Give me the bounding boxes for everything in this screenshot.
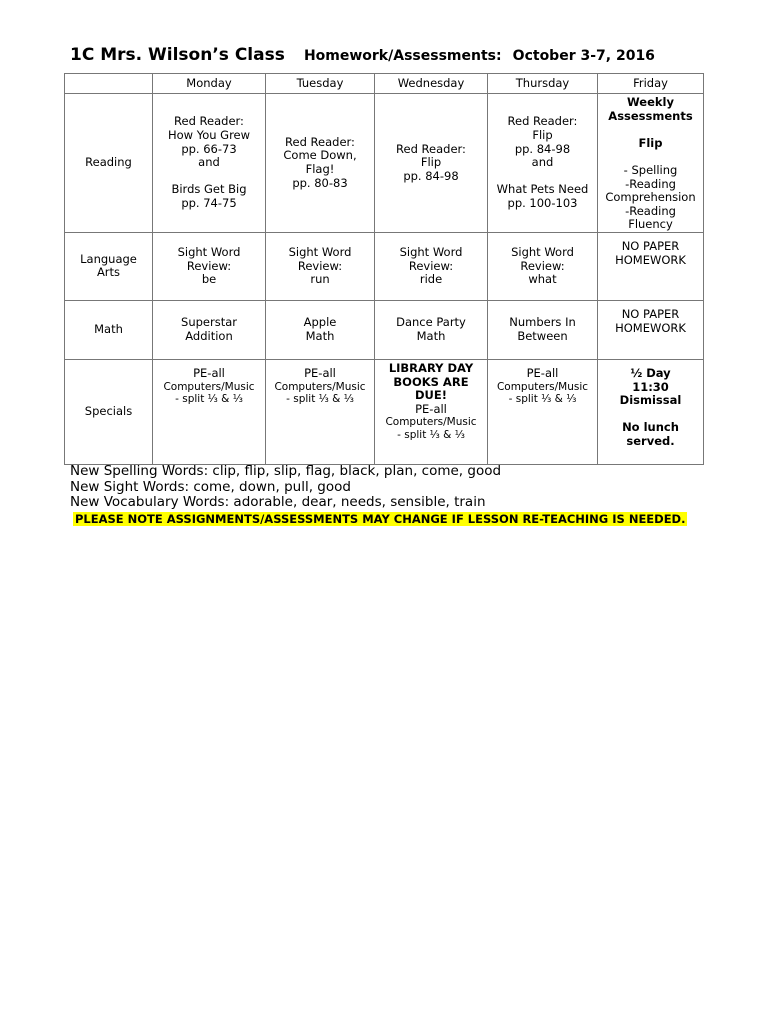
cell-line: PE-all [415, 401, 447, 416]
reading-monday-line: pp. 74-75 [181, 195, 237, 210]
row-label-language-arts [65, 232, 153, 300]
language-arts-monday [153, 232, 266, 300]
math-tuesday [266, 300, 375, 359]
reading-monday-line: How You Grew [167, 127, 251, 142]
language-arts-friday [598, 232, 704, 300]
row-label-reading: Reading [65, 94, 153, 233]
sight-words: New Sight Words: come, down, pull, good [70, 478, 351, 495]
cell-line: Computers/Music [385, 416, 477, 429]
no-lunch-note: served. [626, 433, 675, 448]
change-notice: PLEASE NOTE ASSIGNMENTS/ASSESSMENTS MAY CHANGE IF LESSON RE-TEACHING IS NEEDED. [75, 512, 686, 526]
language-arts-tuesday [266, 232, 375, 300]
math-monday [153, 300, 266, 359]
language-arts-wednesday [375, 232, 488, 300]
language-arts-row [65, 232, 704, 300]
reading-wednesday-line: Red Reader: [396, 141, 466, 156]
cell-line: Computers/Music [274, 380, 366, 393]
reading-thursday-line: What Pets Need [496, 182, 589, 197]
page-header [70, 45, 655, 65]
math-wednesday [375, 300, 488, 359]
cell-line: - split ⅓ & ⅓ [286, 393, 354, 406]
library-day-note: DUE! [415, 388, 447, 403]
reading-monday-line: Birds Get Big [171, 182, 247, 197]
reading-monday [153, 94, 266, 233]
cell-line: PE-all [304, 365, 336, 380]
cell-line: Review: [520, 258, 565, 273]
corner-cell [65, 74, 153, 94]
reading-thursday-line: Red Reader: [507, 114, 578, 129]
cell-line: be [201, 272, 217, 287]
cell-line: Superstar [181, 315, 237, 330]
cell-line: - split ⅓ & ⅓ [397, 428, 465, 441]
reading-tuesday-line: Flag! [305, 161, 335, 176]
word-lists [70, 464, 501, 511]
cell-line: Sight Word [288, 245, 352, 260]
cell-line: Review: [186, 258, 232, 273]
cell-line: Computers/Music [163, 380, 255, 393]
blank-line [155, 170, 263, 184]
cell-line: Apple [303, 315, 337, 330]
cell-line: Sight Word [399, 245, 463, 260]
reading-tuesday [266, 94, 375, 233]
cell-line: Dance Party [396, 315, 466, 330]
spelling-words: New Spelling Words: clip, flip, slip, flag, black, plan, come, good [70, 463, 502, 479]
friday-assessment-item: - Spelling [623, 162, 678, 177]
cell-line: Sight Word [177, 245, 241, 260]
reading-tuesday-line: Come Down, [283, 148, 357, 163]
cell-line: Math [305, 328, 335, 343]
reading-wednesday-line: pp. 84-98 [403, 168, 459, 183]
friday-assessment-item: Fluency [628, 217, 673, 232]
half-day-note: 11:30 [632, 379, 669, 394]
reading-friday [598, 94, 704, 233]
friday-assessment-item: -Reading [625, 203, 676, 218]
reading-monday-line: and [198, 155, 220, 170]
half-day-note: ½ Day [630, 365, 671, 380]
cell-line: PE-all [526, 365, 559, 380]
day-header-thursday: Thursday [488, 74, 598, 94]
day-header-wednesday: Wednesday [375, 74, 488, 94]
reading-thursday-line: pp. 100-103 [507, 195, 578, 210]
cell-line: Numbers In [509, 315, 576, 330]
cell-line: Review: [297, 258, 343, 273]
blank-line [600, 123, 701, 137]
specials-tuesday [266, 359, 375, 464]
specials-monday [153, 359, 266, 464]
friday-assessment-story: Flip [638, 135, 663, 150]
cell-line: Math [416, 328, 446, 343]
blank-line [600, 150, 701, 164]
specials-friday [598, 359, 704, 464]
specials-row [65, 359, 704, 464]
library-day-note: LIBRARY DAY [388, 360, 474, 375]
reading-thursday-line: Flip [532, 127, 553, 142]
math-thursday [488, 300, 598, 359]
cell-line: HOMEWORK [615, 252, 686, 267]
homework-schedule-table [64, 73, 704, 465]
cell-line: NO PAPER [621, 238, 680, 253]
half-day-note: Dismissal [619, 393, 682, 408]
day-header-friday: Friday [598, 74, 704, 94]
cell-line: Review: [408, 258, 454, 273]
cell-line: run [310, 272, 330, 287]
cell-line: NO PAPER [621, 306, 680, 321]
cell-line: Between [517, 328, 568, 343]
reading-tuesday-line: Red Reader: [285, 134, 355, 149]
day-header-tuesday: Tuesday [266, 74, 375, 94]
reading-tuesday-line: pp. 80-83 [292, 175, 348, 190]
language-arts-thursday [488, 232, 598, 300]
row-label-line: Arts [96, 265, 121, 280]
library-day-note: BOOKS ARE [393, 374, 469, 389]
specials-thursday [488, 359, 598, 464]
row-label-line: Language [80, 251, 137, 266]
no-lunch-note: No lunch [622, 420, 679, 435]
reading-thursday-line: pp. 84-98 [514, 141, 571, 156]
cell-line: - split ⅓ & ⅓ [508, 393, 577, 406]
row-label-specials: Specials [65, 359, 153, 464]
cell-line: ride [419, 272, 443, 287]
cell-line: - split ⅓ & ⅓ [175, 393, 243, 406]
class-title: 1C Mrs. Wilson’s Class [70, 45, 285, 65]
cell-line: Addition [185, 328, 233, 343]
cell-line: PE-all [193, 365, 225, 380]
specials-wednesday [375, 359, 488, 464]
reading-row [65, 94, 704, 233]
friday-assessment-heading: Weekly [627, 95, 674, 109]
blank-line [490, 170, 595, 184]
reading-wednesday-line: Flip [420, 155, 442, 170]
cell-line: Sight Word [511, 245, 574, 260]
row-label-math: Math [65, 300, 153, 359]
day-header-monday: Monday [153, 74, 266, 94]
math-row [65, 300, 704, 359]
reading-monday-line: Red Reader: [174, 114, 244, 129]
reading-monday-line: pp. 66-73 [181, 141, 237, 156]
friday-assessment-item: Comprehension [605, 190, 696, 205]
blank-line [600, 408, 701, 422]
math-friday [598, 300, 704, 359]
friday-assessment-heading: Assessments [608, 108, 693, 123]
vocabulary-words: New Vocabulary Words: adorable, dear, needs, sensible, train [70, 494, 486, 511]
reading-wednesday [375, 94, 488, 233]
friday-assessment-item: -Reading [625, 176, 676, 191]
day-header-row [65, 74, 704, 94]
homework-title: Homework/Assessments: [303, 48, 502, 64]
reading-thursday-line: and [531, 155, 554, 170]
cell-line: Computers/Music [496, 380, 589, 393]
reading-thursday [488, 94, 598, 233]
cell-line: what [528, 272, 557, 287]
cell-line: HOMEWORK [615, 320, 686, 335]
week-date: October 3-7, 2016 [512, 48, 655, 64]
